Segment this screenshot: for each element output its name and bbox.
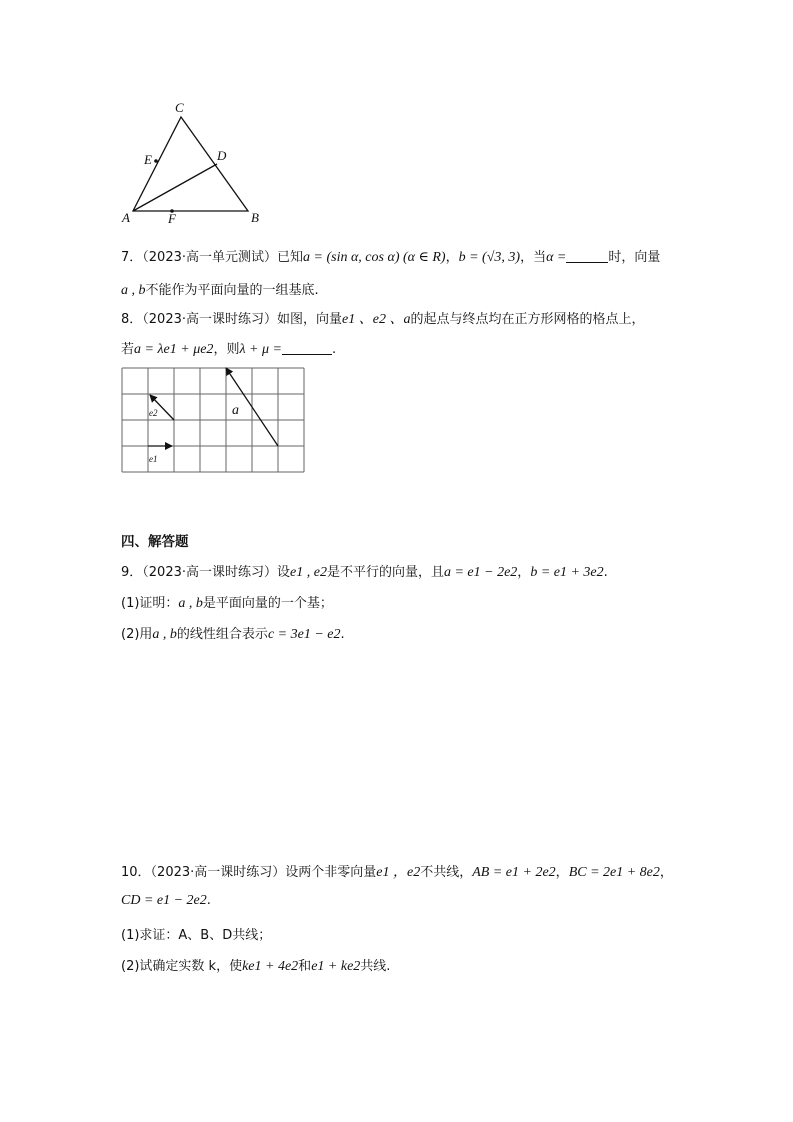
question-9-part-2 bbox=[121, 623, 345, 643]
q7-line2-text: 不能作为平面向量的一组基底. bbox=[145, 283, 319, 298]
label-c: C bbox=[175, 100, 184, 115]
q7-text-c: 时，向量 bbox=[608, 250, 661, 265]
question-8-line-2 bbox=[121, 338, 336, 358]
question-8-line-1 bbox=[121, 308, 644, 328]
q10-eq-ab: AB = e1 + 2e2 bbox=[472, 865, 556, 880]
q9-number: 9． bbox=[121, 565, 143, 580]
q10-part2-eq2: e1 + ke2 bbox=[311, 959, 361, 974]
label-vector-e2: e2 bbox=[149, 408, 158, 418]
q8-source: （2023·高一课时练习） bbox=[142, 312, 277, 327]
q7-number: 7． bbox=[121, 250, 143, 265]
q8-answer-blank[interactable] bbox=[282, 342, 332, 355]
section-4-title: 四、解答题 bbox=[121, 534, 189, 550]
question-9-part-1 bbox=[121, 592, 333, 612]
q8-equation: a = λe1 + μe2 bbox=[134, 342, 214, 357]
q8-number: 8． bbox=[121, 312, 143, 327]
q7-source: （2023·高一单元测试） bbox=[142, 250, 277, 265]
q8-text-c: 若 bbox=[121, 342, 135, 357]
q7-vec-a-expr: a = (sin α, cos α) (α ∈ R) bbox=[303, 250, 446, 265]
q8-vectors: e1 、e2 、a bbox=[342, 312, 411, 327]
question-10-line-1 bbox=[121, 861, 673, 881]
question-7-line-2 bbox=[121, 279, 319, 299]
q7-alpha-expr: α = bbox=[546, 250, 567, 265]
q9-part2-vectors: a , b bbox=[152, 627, 177, 642]
q10-period: . bbox=[206, 893, 211, 908]
q9-part2-text: 的线性组合表示 bbox=[176, 627, 268, 642]
label-f: F bbox=[168, 211, 176, 226]
q10-comma-2: ， bbox=[659, 865, 673, 880]
q10-text-b: 不共线， bbox=[420, 865, 473, 880]
q9-source: （2023·高一课时练习） bbox=[142, 565, 277, 580]
q7-vec-b-expr: b = (√3, 3) bbox=[458, 250, 521, 265]
label-d: D bbox=[217, 148, 227, 163]
q7-answer-blank[interactable] bbox=[566, 250, 608, 263]
q7-text-a: 已知 bbox=[277, 250, 304, 265]
triangle-figure bbox=[110, 95, 280, 230]
q9-part1-vectors: a , b bbox=[178, 596, 203, 611]
label-a: A bbox=[122, 210, 130, 225]
q9-part2-label: (2)用 bbox=[121, 627, 153, 642]
q10-eq-bc: BC = 2e1 + 8e2 bbox=[568, 865, 660, 880]
q10-part2-text-a: (2)试确定实数 k，使 bbox=[121, 959, 243, 974]
q10-eq-cd: CD = e1 − 2e2 bbox=[121, 893, 207, 908]
q8-lambda-mu: λ + μ = bbox=[239, 342, 282, 357]
label-vector-e1: e1 bbox=[149, 454, 158, 464]
q8-text-d: ，则 bbox=[213, 342, 240, 357]
question-10-part-2 bbox=[121, 955, 390, 975]
question-10-line-2 bbox=[121, 893, 211, 909]
point-e bbox=[154, 159, 158, 163]
q9-part1-label: (1)证明： bbox=[121, 596, 179, 611]
q9-part1-text: 是平面向量的一个基； bbox=[202, 596, 333, 611]
question-7-line-1 bbox=[121, 246, 660, 266]
q9-eq-a: a = e1 − 2e2 bbox=[443, 565, 518, 580]
q9-eq-b: b = e1 + 3e2 bbox=[530, 565, 604, 580]
q9-vectors: e1 , e2 bbox=[290, 565, 327, 580]
q9-comma: ， bbox=[517, 565, 531, 580]
q10-part2-and: 和 bbox=[298, 959, 312, 974]
question-9-line-1 bbox=[121, 561, 608, 581]
q10-number: 10． bbox=[121, 865, 151, 880]
q10-part2-text-b: 共线. bbox=[360, 959, 391, 974]
q9-text-a: 设 bbox=[277, 565, 291, 580]
label-e: E bbox=[144, 152, 152, 167]
label-vector-a: a bbox=[232, 403, 239, 418]
q8-text-a: 如图，向量 bbox=[277, 312, 343, 327]
q9-period: . bbox=[603, 565, 608, 580]
q9-part2-equation: c = 3e1 − e2 bbox=[267, 627, 341, 642]
q7-comma: ， bbox=[445, 250, 459, 265]
q8-text-b: 的起点与终点均在正方形网格的格点上， bbox=[410, 312, 645, 327]
q10-text-a: 设两个非零向量 bbox=[285, 865, 377, 880]
question-10-part-1: (1)求证：A、B、D共线； bbox=[121, 928, 272, 943]
q7-vectors: a , b bbox=[121, 283, 146, 298]
q10-comma-1: ， bbox=[555, 865, 569, 880]
label-b: B bbox=[251, 210, 259, 225]
q8-period: . bbox=[331, 342, 337, 357]
q10-vectors: e1 ，e2 bbox=[376, 865, 421, 880]
q9-text-b: 是不平行的向量，且 bbox=[326, 565, 444, 580]
q9-part2-end: . bbox=[340, 627, 345, 642]
q10-part2-eq1: ke1 + 4e2 bbox=[242, 959, 299, 974]
q7-text-b: ，当 bbox=[520, 250, 547, 265]
q10-source: （2023·高一课时练习） bbox=[150, 865, 286, 880]
grid-figure bbox=[118, 366, 308, 476]
